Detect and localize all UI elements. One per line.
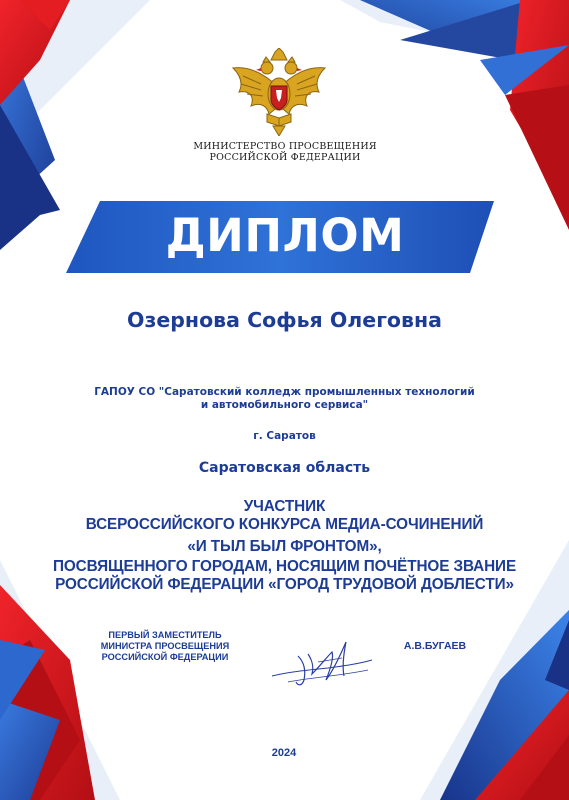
organization-line-2: и автомобильного сервиса": [200, 399, 369, 411]
top-right-corner: [340, 0, 569, 230]
diploma-title: ДИПЛОМ: [165, 209, 405, 262]
award-line-3: «И ТЫЛ БЫЛ ФРОНТОМ»,: [187, 538, 382, 555]
ministry-line-2: РОССИЙСКОЙ ФЕДЕРАЦИИ: [209, 152, 361, 163]
signatory-position-line-1: ПЕРВЫЙ ЗАМЕСТИТЕЛЬ: [108, 630, 222, 640]
award-line-1: УЧАСТНИК: [243, 498, 326, 515]
organization-line-1: ГАПОУ СО "Саратовский колледж промышленных технологий: [94, 386, 475, 398]
recipient-name: Озернова Софья Олеговна: [127, 308, 442, 332]
region: Саратовская область: [198, 460, 371, 476]
double-headed-eagle-emblem-icon: [229, 48, 329, 136]
ministry-name: [150, 141, 420, 163]
year: 2024: [271, 747, 297, 759]
bottom-left-corner: [0, 560, 120, 800]
handwritten-signature-icon: [268, 636, 376, 688]
award-line-4: ПОСВЯЩЕННОГО ГОРОДАМ, НОСЯЩИМ ПОЧЁТНОЕ ЗВАНИЕ: [52, 558, 517, 575]
award-line-5: РОССИЙСКОЙ ФЕДЕРАЦИИ «ГОРОД ТРУДОВОЙ ДОБЛЕСТИ»: [55, 576, 514, 593]
signatory-position-line-3: РОССИЙСКОЙ ФЕДЕРАЦИИ: [101, 652, 229, 662]
city: г. Саратов: [253, 430, 316, 442]
signatory-position-line-2: МИНИСТРА ПРОСВЕЩЕНИЯ: [100, 641, 230, 651]
ministry-line-1: МИНИСТЕРСТВО ПРОСВЕЩЕНИЯ: [193, 141, 377, 152]
signatory-name: А.В.БУГАЕВ: [403, 640, 467, 652]
award-line-2: ВСЕРОССИЙСКОГО КОНКУРСА МЕДИА-СОЧИНЕНИЙ: [85, 516, 484, 533]
